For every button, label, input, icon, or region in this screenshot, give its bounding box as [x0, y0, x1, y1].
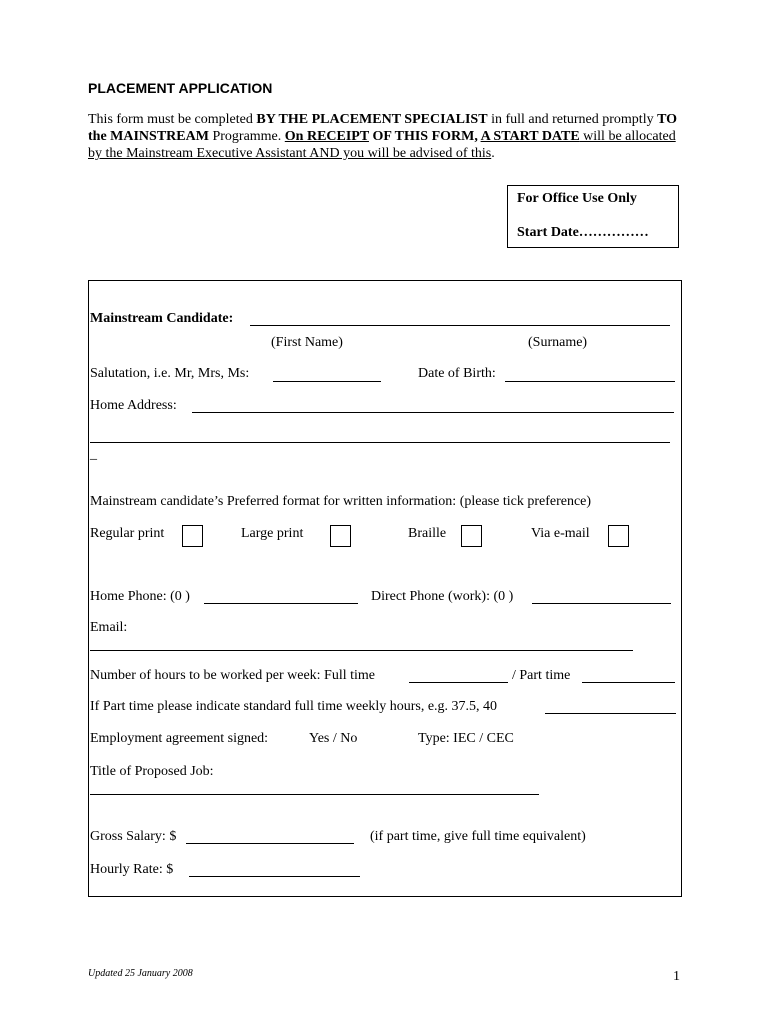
format-option-regular-print: Regular print — [90, 526, 165, 541]
stray-underscore: _ — [90, 447, 97, 462]
direct-phone-field[interactable] — [532, 603, 671, 604]
format-option-via-email: Via e-mail — [531, 526, 590, 541]
hourly-rate-label: Hourly Rate: $ — [90, 862, 174, 877]
dob-label: Date of Birth: — [418, 366, 496, 381]
part-time-hours-field[interactable] — [582, 682, 675, 683]
agreement-options[interactable]: Yes / No — [309, 731, 358, 746]
home-address-label: Home Address: — [90, 398, 177, 413]
home-address-field-1[interactable] — [192, 412, 674, 413]
intro-text-3: Programme. — [208, 129, 285, 144]
intro-bold-4: OF THIS FORM, — [368, 129, 481, 144]
intro-bold-2: TO the MAINSTREAM — [88, 112, 678, 144]
job-title-field[interactable] — [90, 794, 539, 795]
job-title-label: Title of Proposed Job: — [90, 764, 214, 779]
gross-salary-field[interactable] — [186, 843, 354, 844]
email-field[interactable] — [90, 650, 633, 651]
intro-text-2: in full and returned promptly — [487, 112, 658, 127]
intro-bold-1: BY THE PLACEMENT SPECIALIST — [256, 112, 488, 127]
home-phone-label: Home Phone: (0 ) — [90, 589, 190, 604]
office-use-box — [507, 185, 679, 248]
full-time-hours-field[interactable] — [409, 682, 508, 683]
intro-paragraph — [88, 111, 688, 162]
surname-label: (Surname) — [528, 335, 588, 350]
salutation-field[interactable] — [273, 381, 381, 382]
format-option-large-print: Large print — [241, 526, 304, 541]
via-email-checkbox[interactable] — [608, 525, 629, 547]
first-name-label: (First Name) — [271, 335, 343, 350]
part-time-label: / Part time — [512, 668, 571, 683]
office-start-date[interactable]: Start Date…………… — [517, 225, 649, 240]
intro-bold-5: A START DATE — [480, 129, 580, 144]
home-address-field-2[interactable] — [90, 442, 670, 443]
hours-label: Number of hours to be worked per week: Full time — [90, 668, 375, 683]
intro-text-1: This form must be completed — [88, 112, 257, 127]
home-phone-field[interactable] — [204, 603, 358, 604]
salutation-label: Salutation, i.e. Mr, Mrs, Ms: — [90, 366, 250, 381]
agreement-label: Employment agreement signed: — [90, 731, 269, 746]
page-number: 1 — [673, 969, 680, 984]
agreement-type[interactable]: Type: IEC / CEC — [418, 731, 514, 746]
part-time-hours-label: If Part time please indicate standard full time weekly hours, e.g. 37.5, 40 — [90, 699, 498, 714]
dob-field[interactable] — [505, 381, 675, 382]
standard-hours-field[interactable] — [545, 713, 676, 714]
page-title: PLACEMENT APPLICATION — [88, 80, 273, 96]
office-use-heading: For Office Use Only — [517, 191, 637, 206]
intro-text-4: . — [491, 146, 495, 161]
email-label: Email: — [90, 620, 128, 635]
large-print-checkbox[interactable] — [330, 525, 351, 547]
candidate-label: Mainstream Candidate: — [90, 311, 234, 326]
footer-updated-date: Updated 25 January 2008 — [88, 968, 193, 979]
braille-checkbox[interactable] — [461, 525, 482, 547]
gross-salary-label: Gross Salary: $ — [90, 829, 177, 844]
preferred-format-label: Mainstream candidate’s Preferred format for written information: (please tick preference) — [90, 494, 592, 509]
gross-salary-note: (if part time, give full time equivalent) — [370, 829, 586, 844]
format-option-braille: Braille — [408, 526, 447, 541]
direct-phone-label: Direct Phone (work): (0 ) — [371, 589, 514, 604]
regular-print-checkbox[interactable] — [182, 525, 203, 547]
hourly-rate-field[interactable] — [189, 876, 360, 877]
candidate-name-field[interactable] — [250, 325, 670, 326]
intro-bold-3: On RECEIPT — [284, 129, 369, 144]
intro-underlined-text: will be allocated by the Mainstream Executive Assistant AND you will be advised of this — [88, 129, 676, 161]
